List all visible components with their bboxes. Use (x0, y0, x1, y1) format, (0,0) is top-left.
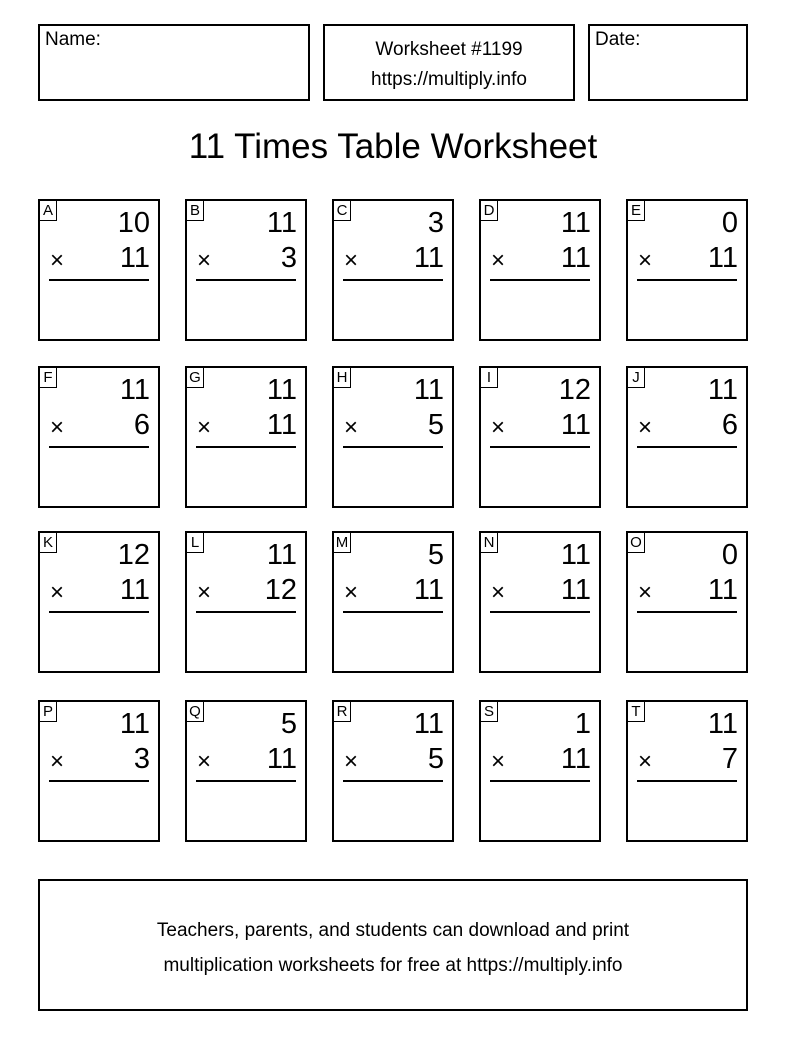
problem-letter: D (480, 200, 498, 221)
problem-card (332, 531, 454, 673)
problem-letter: E (627, 200, 645, 221)
times-sign: × (197, 247, 212, 274)
times-sign: × (197, 414, 212, 441)
multiplier: 5 (427, 409, 444, 441)
multiplier: 11 (266, 409, 297, 441)
answer-line (343, 279, 443, 281)
page-title: 11 Times Table Worksheet (188, 127, 598, 166)
answer-line (49, 446, 149, 448)
times-sign: × (491, 579, 506, 606)
multiplier: 11 (560, 743, 591, 775)
name-label: Name: (45, 29, 101, 50)
problem-letter: G (186, 367, 204, 388)
multiplicand: 11 (119, 374, 150, 406)
problem-card (479, 199, 601, 341)
worksheet-number: Worksheet #1199 (375, 39, 523, 60)
problem-card (479, 700, 601, 842)
problem-letter: P (39, 701, 57, 722)
multiplier: 5 (427, 743, 444, 775)
times-sign: × (638, 414, 653, 441)
multiplicand: 12 (117, 539, 150, 571)
multiplicand: 12 (558, 374, 591, 406)
times-sign: × (50, 748, 65, 775)
problem-letter: C (333, 200, 351, 221)
multiplicand: 11 (707, 708, 738, 740)
problem-letter: M (333, 532, 351, 553)
answer-line (49, 279, 149, 281)
times-sign: × (491, 748, 506, 775)
problem-letter: N (480, 532, 498, 553)
answer-line (490, 279, 590, 281)
answer-line (490, 446, 590, 448)
problem-letter: Q (186, 701, 204, 722)
answer-line (637, 446, 737, 448)
multiplier: 3 (280, 242, 297, 274)
multiplicand: 11 (266, 207, 297, 239)
multiplicand: 1 (574, 708, 591, 740)
times-sign: × (638, 748, 653, 775)
multiplicand: 11 (266, 374, 297, 406)
times-sign: × (638, 247, 653, 274)
multiplicand: 11 (560, 539, 591, 571)
multiplicand: 11 (707, 374, 738, 406)
problem-letter: B (186, 200, 204, 221)
problem-card (332, 700, 454, 842)
multiplicand: 11 (560, 207, 591, 239)
multiplier: 11 (560, 242, 591, 274)
times-sign: × (344, 414, 359, 441)
problem-card (479, 366, 601, 508)
answer-line (196, 279, 296, 281)
problem-card (38, 366, 160, 508)
problem-letter: R (333, 701, 351, 722)
worksheet-info-box (323, 24, 575, 101)
worksheet-url: https://multiply.info (371, 69, 527, 90)
answer-line (196, 780, 296, 782)
multiplier: 6 (721, 409, 738, 441)
footer-line-2: multiplication worksheets for free at https://multiply.info (163, 955, 623, 976)
footer-line-1: Teachers, parents, and students can download and print (156, 920, 630, 941)
answer-line (343, 780, 443, 782)
problem-letter: K (39, 532, 57, 553)
problem-card (38, 199, 160, 341)
times-sign: × (197, 748, 212, 775)
multiplier: 11 (119, 574, 150, 606)
answer-line (637, 611, 737, 613)
problem-card (185, 531, 307, 673)
problem-letter: F (39, 367, 57, 388)
multiplicand: 3 (427, 207, 444, 239)
footer-box (38, 879, 748, 1011)
date-field-box (588, 24, 748, 101)
times-sign: × (638, 579, 653, 606)
times-sign: × (197, 579, 212, 606)
problem-card (185, 700, 307, 842)
answer-line (490, 780, 590, 782)
multiplier: 11 (560, 574, 591, 606)
problem-letter: T (627, 701, 645, 722)
multiplicand: 0 (721, 539, 738, 571)
multiplicand: 10 (117, 207, 150, 239)
problem-card (479, 531, 601, 673)
multiplier: 11 (560, 409, 591, 441)
times-sign: × (344, 748, 359, 775)
problem-card (626, 366, 748, 508)
multiplier: 3 (133, 743, 150, 775)
times-sign: × (344, 247, 359, 274)
problem-letter: A (39, 200, 57, 221)
problem-letter: L (186, 532, 204, 553)
multiplier: 11 (266, 743, 297, 775)
name-field-box (38, 24, 310, 101)
times-sign: × (50, 579, 65, 606)
date-label: Date: (595, 29, 641, 50)
problem-letter: I (480, 367, 498, 388)
answer-line (490, 611, 590, 613)
multiplier: 11 (413, 574, 444, 606)
multiplier: 11 (707, 574, 738, 606)
problem-card (626, 199, 748, 341)
answer-line (637, 279, 737, 281)
multiplier: 11 (413, 242, 444, 274)
problem-card (332, 366, 454, 508)
multiplier: 7 (721, 743, 738, 775)
multiplicand: 5 (280, 708, 297, 740)
problem-card (332, 199, 454, 341)
times-sign: × (344, 579, 359, 606)
answer-line (196, 446, 296, 448)
times-sign: × (491, 414, 506, 441)
multiplicand: 11 (413, 708, 444, 740)
multiplicand: 5 (427, 539, 444, 571)
multiplier: 6 (133, 409, 150, 441)
answer-line (343, 611, 443, 613)
answer-line (637, 780, 737, 782)
times-sign: × (491, 247, 506, 274)
problem-card (185, 199, 307, 341)
problem-letter: J (627, 367, 645, 388)
problem-card (626, 700, 748, 842)
problem-card (185, 366, 307, 508)
answer-line (196, 611, 296, 613)
answer-line (343, 446, 443, 448)
multiplicand: 0 (721, 207, 738, 239)
times-sign: × (50, 414, 65, 441)
multiplicand: 11 (119, 708, 150, 740)
problem-card (626, 531, 748, 673)
times-sign: × (50, 247, 65, 274)
problem-letter: H (333, 367, 351, 388)
multiplicand: 11 (266, 539, 297, 571)
multiplier: 12 (264, 574, 297, 606)
multiplier: 11 (119, 242, 150, 274)
problem-letter: S (480, 701, 498, 722)
multiplier: 11 (707, 242, 738, 274)
answer-line (49, 611, 149, 613)
multiplicand: 11 (413, 374, 444, 406)
problem-card (38, 700, 160, 842)
problem-letter: O (627, 532, 645, 553)
answer-line (49, 780, 149, 782)
problem-card (38, 531, 160, 673)
